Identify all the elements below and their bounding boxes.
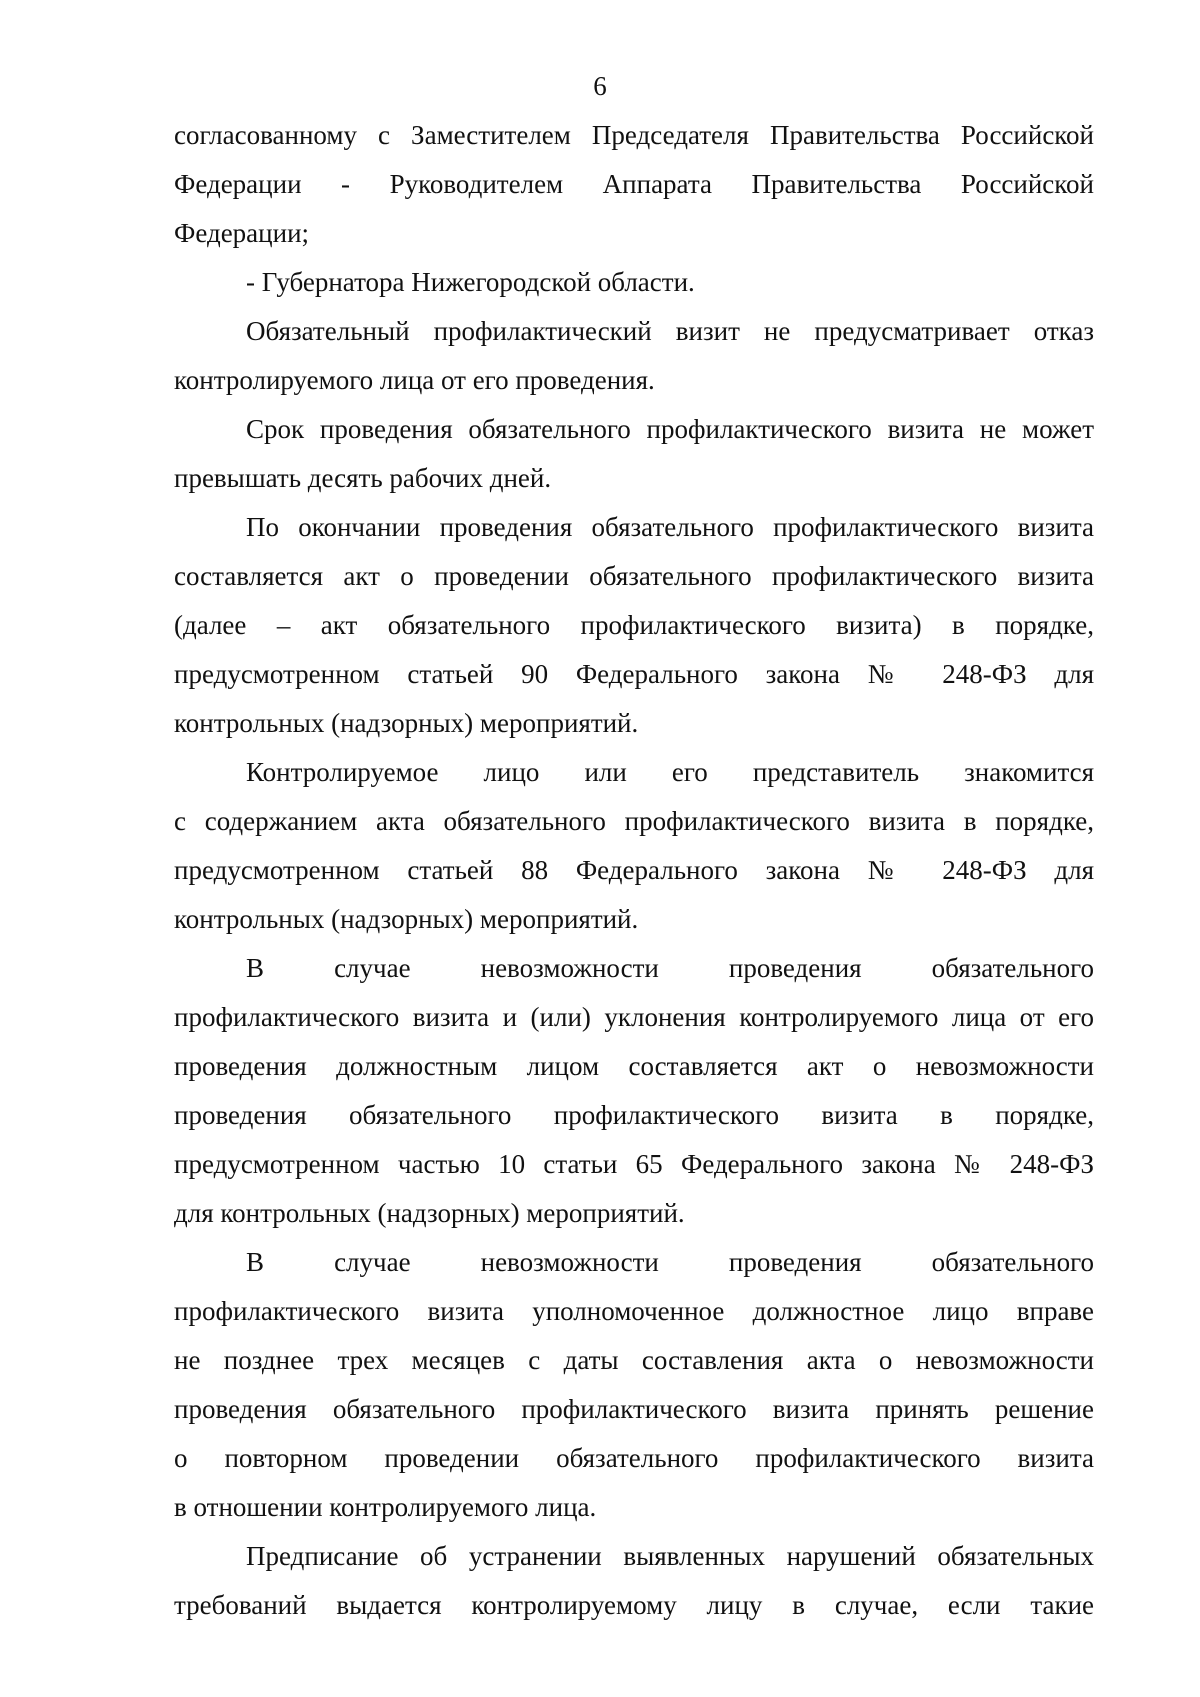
text-line: о повторном проведении обязательного профилактического визита: [174, 1443, 1094, 1473]
paragraph: [174, 258, 1094, 307]
text-line: с содержанием акта обязательного профилактического визита в порядке,: [174, 806, 1094, 836]
text-line: В случае невозможности проведения обязательного: [246, 1247, 1094, 1277]
text-line: согласованному с Заместителем Председателя Правительства Российской: [174, 120, 1094, 150]
text-line: Обязательный профилактический визит не предусматривает отказ: [246, 316, 1094, 346]
text-line: не позднее трех месяцев с даты составления акта о невозможности: [174, 1345, 1094, 1375]
text-line: контролируемого лица от его проведения.: [174, 365, 655, 395]
text-line: Предписание об устранении выявленных нарушений обязательных: [246, 1541, 1094, 1571]
text-line: требований выдается контролируемому лицу в случае, если такие: [174, 1590, 1094, 1620]
text-line: Контролируемое лицо или его представитель знакомится: [246, 757, 1094, 787]
text-line: предусмотренном статьей 90 Федерального закона № 248-ФЗ для: [174, 659, 1094, 689]
paragraph: [174, 405, 1094, 503]
text-line: профилактического визита уполномоченное должностное лицо вправе: [174, 1296, 1094, 1326]
text-line: составляется акт о проведении обязательного профилактического визита: [174, 561, 1094, 591]
text-line: проведения обязательного профилактического визита принять решение: [174, 1394, 1094, 1424]
text-line: проведения должностным лицом составляется акт о невозможности: [174, 1051, 1094, 1081]
paragraph: [174, 944, 1094, 1238]
paragraph: [174, 1238, 1094, 1532]
text-line: для контрольных (надзорных) мероприятий.: [174, 1198, 685, 1228]
text-line: - Губернатора Нижегородской области.: [246, 267, 695, 297]
text-line: Федерации;: [174, 218, 310, 248]
text-line: Федерации - Руководителем Аппарата Правительства Российской: [174, 169, 1094, 199]
text-line: профилактического визита и (или) уклонения контролируемого лица от его: [174, 1002, 1094, 1032]
text-line: (далее – акт обязательного профилактического визита) в порядке,: [174, 610, 1094, 640]
document-body: [174, 111, 1094, 1630]
paragraph: [174, 503, 1094, 748]
text-line: По окончании проведения обязательного профилактического визита: [246, 512, 1094, 542]
paragraph: [174, 748, 1094, 944]
text-line: предусмотренном частью 10 статьи 65 Федерального закона № 248-ФЗ: [174, 1149, 1094, 1179]
text-line: Срок проведения обязательного профилактического визита не может: [246, 414, 1094, 444]
paragraph: [174, 307, 1094, 405]
paragraph: [174, 111, 1094, 258]
text-line: проведения обязательного профилактического визита в порядке,: [174, 1100, 1094, 1130]
text-line: превышать десять рабочих дней.: [174, 463, 552, 493]
paragraph: [174, 1532, 1094, 1630]
text-line: В случае невозможности проведения обязательного: [246, 953, 1094, 983]
text-line: контрольных (надзорных) мероприятий.: [174, 904, 639, 934]
text-line: предусмотренном статьей 88 Федерального закона № 248-ФЗ для: [174, 855, 1094, 885]
text-line: контрольных (надзорных) мероприятий.: [174, 708, 639, 738]
page-number: 6: [593, 71, 607, 101]
text-line: в отношении контролируемого лица.: [174, 1492, 597, 1522]
